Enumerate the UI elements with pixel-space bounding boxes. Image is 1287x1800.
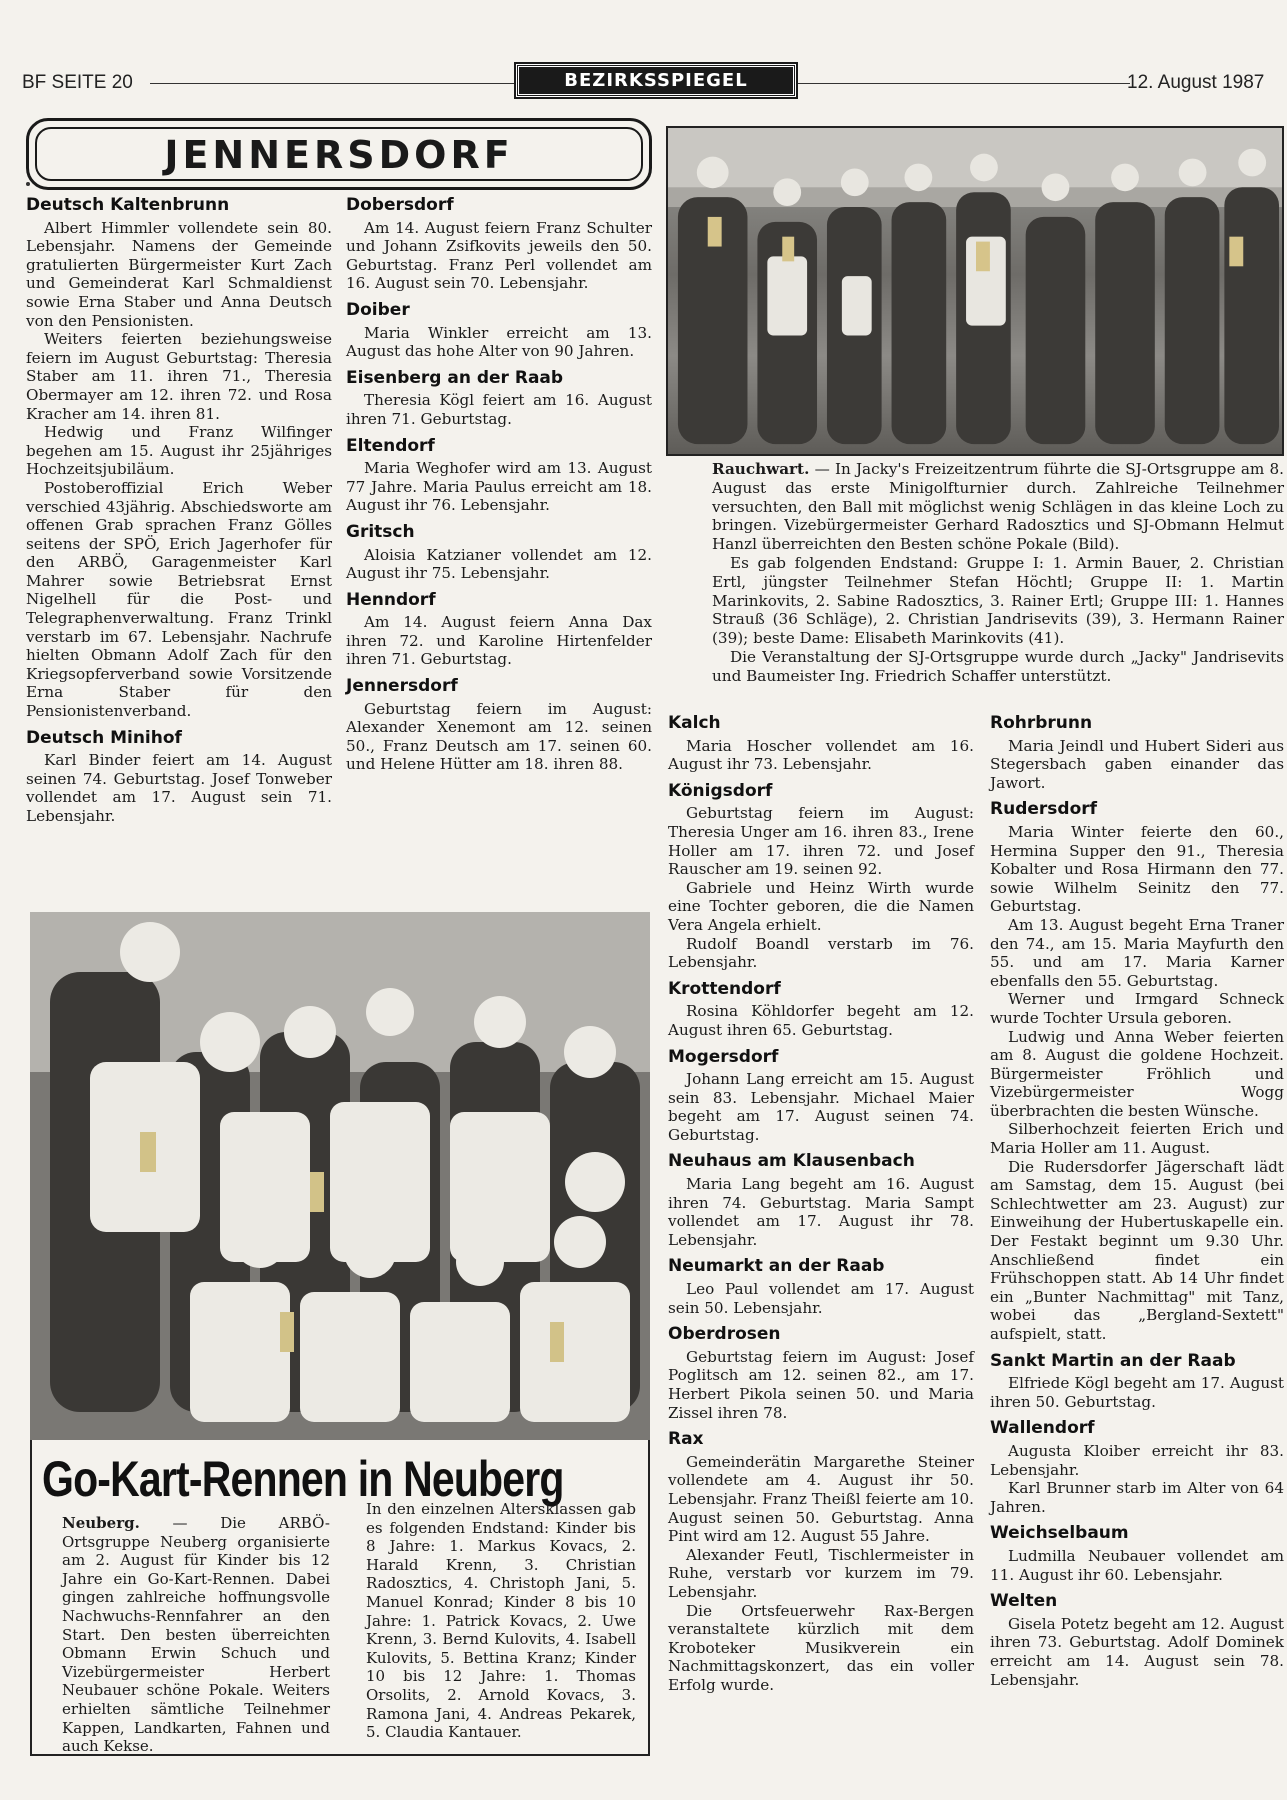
locality-heading: Doiber bbox=[346, 299, 410, 320]
photo-minigolf-graphic bbox=[668, 128, 1282, 454]
rauchwart-paragraph bbox=[712, 460, 1284, 554]
locality-paragraph: Albert Himmler vollendete sein 80. Lebensjahr. Namens der Gemeinde gratulierten Bürgermeister Kurt Zach und Gemeinderat Karl Schmaldienst sowie Erna Staber und Anna Deutsch von den Pensionisten. bbox=[26, 218, 332, 330]
locality-paragraph: Am 14. August feiern Franz Schulter und Johann Zsifkovits jeweils den 50. Geburtstag. Franz Perl vollendet am 16. August sein 70. Lebensjahr. bbox=[346, 218, 652, 293]
locality-heading: Eltendorf bbox=[346, 435, 435, 456]
district-masthead bbox=[26, 118, 652, 190]
locality-paragraph: Karl Brunner starb im Alter von 64 Jahren. bbox=[990, 1479, 1284, 1516]
locality-paragraph: Rudolf Boandl verstarb im 76. Lebensjahr. bbox=[668, 934, 974, 972]
locality-paragraph: Geburtstag feiern im August: Josef Poglitsch am 12. seinen 82., am 17. Herbert Pikola seinen 50. und Maria Zissel ihren 78. bbox=[668, 1347, 974, 1422]
locality-paragraph: Maria Hoscher vollendet am 16. August ihr 73. Lebensjahr. bbox=[668, 736, 974, 774]
locality-paragraph: Maria Winter feierte den 60., Hermina Supper den 91., Theresia Kobalter und Rosa Hirmann den 77. sowie Wilhelm Seinitz den 77. Geburtstag. bbox=[990, 822, 1284, 916]
locality-paragraph: Gabriele und Heinz Wirth wurde eine Tochter geboren, die die Namen Vera Angela erhielt. bbox=[668, 878, 974, 934]
locality-heading: Neuhaus am Klausenbach bbox=[668, 1151, 915, 1172]
locality-paragraph: Gisela Potetz begeht am 12. August ihren 73. Geburtstag. Adolf Dominek erreicht am 14. August sein 78. Lebensjahr. bbox=[990, 1614, 1284, 1689]
locality-paragraph: Leo Paul vollendet am 17. August sein 50. Lebensjahr. bbox=[668, 1280, 974, 1317]
locality-heading: Krottendorf bbox=[668, 978, 781, 999]
rauchwart-caption bbox=[712, 460, 1284, 686]
column-2 bbox=[346, 196, 652, 774]
gokart-lead: Neuberg. bbox=[62, 1514, 140, 1532]
locality-paragraph: Rosina Köhldorfer begeht am 12. August ihren 65. Geburtstag. bbox=[668, 1002, 974, 1039]
photo-gokart-graphic bbox=[30, 912, 650, 1440]
locality-heading: Welten bbox=[990, 1591, 1058, 1612]
photo-gokart-children bbox=[30, 912, 650, 1440]
decor-dot bbox=[26, 182, 30, 186]
locality-paragraph: Weiters feierten beziehungsweise feiern im August Geburtstag: Theresia Staber am 11. ihren 71., Theresia Obermayer am 12. ihren 72. und Rosa Kracher am 14. ihren 81. bbox=[26, 330, 332, 423]
locality-paragraph: Maria Lang begeht am 16. August ihren 74. Geburtstag. Maria Sampt vollendet am 17. August ihr 78. Lebensjahr. bbox=[668, 1175, 974, 1249]
locality-heading: Neumarkt an der Raab bbox=[668, 1256, 885, 1277]
locality-heading: Rohrbrunn bbox=[990, 713, 1093, 733]
locality-paragraph: Postoberoffizial Erich Weber verschied 43jährig. Abschiedsworte am offenen Grab sprachen Franz Gölles seitens der SPÖ, Erich Jagerhofer für den ARBÖ, Garagenmeister Karl Mahrer sowie Betriebsrat Ernst Nigelhell für die Post- und Telegraphenverwaltung. Franz Trinkl verstarb im 67. Lebensjahr. Nachrufe hielten Obmann Adolf Zach für den Kriegsopferverband sowie Vorsitzende Erna Staber für den Pensionistenverband. bbox=[26, 478, 332, 721]
locality-heading: Deutsch Kaltenbrunn bbox=[26, 195, 230, 215]
rauchwart-lead: Rauchwart. bbox=[712, 460, 810, 478]
locality-paragraph: Silberhochzeit feierten Erich und Maria Holler am 11. August. bbox=[990, 1120, 1284, 1158]
locality-paragraph: Theresia Kögl feiert am 16. August ihren 71. Geburtstag. bbox=[346, 391, 652, 428]
locality-paragraph: Maria Jeindl und Hubert Sideri aus Stegersbach gaben einander das Jawort. bbox=[990, 736, 1284, 792]
locality-heading: Rudersdorf bbox=[990, 799, 1098, 820]
locality-heading: Kalch bbox=[668, 713, 721, 733]
locality-paragraph: Die Ortsfeuerwehr Rax-Bergen veranstaltete kürzlich mit dem Kroboteker Musikverein ein Nachmittagskonzert, das ein voller Erfolg wurde. bbox=[668, 1601, 974, 1694]
locality-paragraph: Alexander Feutl, Tischlermeister in Ruhe, verstarb vor kurzem im 79. Lebensjahr. bbox=[668, 1545, 974, 1601]
rauchwart-paragraph: Die Veranstaltung der SJ-Ortsgruppe wurde durch „Jacky" Jandrisevits und Baumeister Ing. Friedrich Schaffer unterstützt. bbox=[712, 647, 1284, 685]
locality-paragraph: Elfriede Kögl begeht am 17. August ihren 50. Geburtstag. bbox=[990, 1374, 1284, 1411]
locality-paragraph: Maria Weghofer wird am 13. August 77 Jahre. Maria Paulus erreicht am 18. August ihr 76. Lebensjahr. bbox=[346, 459, 652, 515]
locality-heading: Sankt Martin an der Raab bbox=[990, 1350, 1236, 1371]
locality-paragraph: Gemeinderätin Margarethe Steiner vollendete am 4. August ihr 50. Lebensjahr. Franz Theißl feierte am 10. August seinen 50. Geburtstag. Anna Pint wird am 12. August 55 Jahre. bbox=[668, 1452, 974, 1546]
district-title: JENNERSDORF bbox=[35, 127, 643, 181]
section-title: BEZIRKSSPIEGEL bbox=[516, 64, 796, 97]
locality-heading: Rax bbox=[668, 1429, 704, 1450]
locality-paragraph: Johann Lang erreicht am 15. August sein 83. Lebensjahr. Michael Maier begeht am 17. August seinen 74. Geburtstag. bbox=[668, 1070, 974, 1144]
locality-paragraph: Aloisia Katzianer vollendet am 12. August ihr 75. Lebensjahr. bbox=[346, 545, 652, 583]
locality-heading: Wallendorf bbox=[990, 1418, 1095, 1439]
locality-heading: Gritsch bbox=[346, 521, 415, 542]
gokart-headline: Go-Kart-Rennen in Neuberg bbox=[42, 1451, 564, 1507]
locality-paragraph: Am 13. August begeht Erna Traner den 74., am 15. Maria Mayfurth den 55. und am 17. Maria Karner ebenfalls den 55. Geburtstag. bbox=[990, 915, 1284, 990]
locality-heading: Oberdrosen bbox=[668, 1324, 781, 1345]
locality-heading: Weichselbaum bbox=[990, 1523, 1129, 1544]
locality-paragraph: Karl Binder feiert am 14. August seinen 74. Geburtstag. Josef Tonweber vollendet am 17. August sein 71. Lebensjahr. bbox=[26, 751, 332, 825]
locality-paragraph: Ludmilla Neubauer vollendet am 11. August ihr 60. Lebensjahr. bbox=[990, 1546, 1284, 1584]
locality-heading: Deutsch Minihof bbox=[26, 727, 182, 748]
issue-date: 12. August 1987 bbox=[1127, 72, 1265, 93]
locality-heading: Königsdorf bbox=[668, 780, 773, 801]
column-1 bbox=[26, 196, 332, 826]
rauchwart-text: — In Jacky's Freizeitzentrum führte die SJ-Ortsgruppe am 8. August das erste Minigolfturnier durch. Zahlreiche Teilnehmer versuchten, den Ball mit möglichst wenig Schlägen in das kleine Loch zu bringen. Vizebürgermeister Gerhard Radosztics und SJ-Obmann Helmut Hanzl überreichten den Besten schöne Pokale (Bild). bbox=[712, 460, 1284, 554]
rauchwart-paragraph: Es gab folgenden Endstand: Gruppe I: 1. Armin Bauer, 2. Christian Ertl, jüngster Teilnehmer Stefan Höchtl; Gruppe II: 1. Martin Marinkovits, 2. Sabine Radosztics, 3. Rainer Ertl; Gruppe III: 1. Hannes Strauß (36 Schläge), 2. Christian Jandrisevits (39), 3. Hermann Rainer (39); beste Dame: Elisabeth Marinkovits (41). bbox=[712, 553, 1284, 648]
gokart-text-a bbox=[62, 1514, 330, 1756]
header-rule-right bbox=[798, 83, 1130, 84]
locality-paragraph: Geburtstag feiern im August: Alexander Xenemont am 12. seinen 50., Franz Deutsch am 17. seinen 60. und Helene Hütter am 18. ihren 88. bbox=[346, 699, 652, 774]
page-label: BF SEITE 20 bbox=[22, 72, 133, 93]
locality-paragraph: Hedwig und Franz Wilfinger begehen am 15. August ihr 25jähriges Hochzeitsjubiläum. bbox=[26, 423, 332, 479]
column-3 bbox=[668, 714, 974, 1695]
locality-paragraph: Maria Winkler erreicht am 13. August das hohe Alter von 90 Jahren. bbox=[346, 323, 652, 361]
locality-paragraph: Am 14. August feiern Anna Dax ihren 72. und Karoline Hirtenfelder ihren 71. Geburtstag. bbox=[346, 613, 652, 669]
locality-heading: Eisenberg an der Raab bbox=[346, 367, 564, 388]
locality-heading: Jennersdorf bbox=[346, 676, 458, 697]
locality-heading: Dobersdorf bbox=[346, 195, 454, 215]
column-4 bbox=[990, 714, 1284, 1689]
header-rule-left bbox=[150, 83, 514, 84]
locality-heading: Mogersdorf bbox=[668, 1046, 779, 1067]
locality-paragraph: Geburtstag feiern im August: Theresia Unger am 16. ihren 83., Irene Holler am 17. ihren 72. und Josef Rauscher am 19. seinen 92. bbox=[668, 804, 974, 879]
locality-paragraph: Werner und Irmgard Schneck wurde Tochter Ursula geboren. bbox=[990, 990, 1284, 1027]
locality-heading: Henndorf bbox=[346, 589, 436, 610]
locality-paragraph: Die Rudersdorfer Jägerschaft lädt am Samstag, dem 15. August (bei Schlechtwetter am 23. August) zur Einweihung der Hubertuskapelle ein. Der Festakt beginnt um 9.30 Uhr. Anschließend findet ein Frühschoppen statt. Ab 14 Uhr findet ein „Bunter Nachmittag" mit Tanz, wobei das „Bergland-Sextett" aufspielt, statt. bbox=[990, 1157, 1284, 1343]
locality-paragraph: Augusta Kloiber erreicht ihr 83. Lebensjahr. bbox=[990, 1441, 1284, 1479]
locality-paragraph: Ludwig und Anna Weber feierten am 8. August die goldene Hochzeit. Bürgermeister Fröhlich und Vizebürgermeister Wogg überbrachten die besten Wünsche. bbox=[990, 1027, 1284, 1120]
gokart-body-a: — Die ARBÖ-Ortsgruppe Neuberg organisierte am 2. August für Kinder bis 12 Jahre ein Go-Kart-Rennen. Dabei gingen zahlreiche hoffnungsvolle Nachwuchs-Rennfahrer an den Start. Den besten überreichten Obmann Erwin Schuch und Vizebürgermeister Herbert Neubauer schöne Pokale. Weiters erhielten sämtliche Teilnehmer Kappen, Landkarten, Fahnen und auch Kekse. bbox=[62, 1514, 330, 1756]
photo-minigolf-winners bbox=[666, 126, 1284, 456]
gokart-text-b: In den einzelnen Altersklassen gab es folgenden Endstand: Kinder bis 8 Jahre: 1. Markus Kovacs, 2. Harald Krenn, 3. Christian Radosztics, 4. Christoph Jani, 5. Manuel Konrad; Kinder 8 bis 10 Jahre: 1. Patrick Kovacs, 2. Uwe Krenn, 3. Bernd Kulovits, 4. Isabell Kulovits, 5. Bettina Kranz; Kinder 10 bis 12 Jahre: 1. Thomas Orsolits, 2. Arnold Kovacs, 3. Ramona Jani, 4. Andreas Pekarek, 5. Claudia Kantauer. bbox=[366, 1500, 636, 1742]
